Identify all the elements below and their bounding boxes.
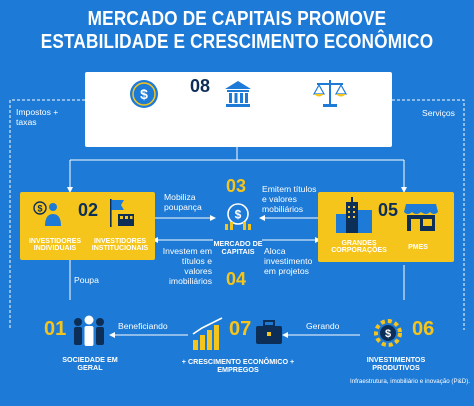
flow-generating: Gerando bbox=[306, 321, 340, 331]
top-item-macro-stability: ESTABILIDADE MACROECONÔMICA bbox=[108, 115, 182, 132]
svg-text:$: $ bbox=[234, 207, 242, 222]
top-number: 08 bbox=[190, 76, 211, 96]
right-number: 05 bbox=[378, 200, 399, 220]
skyscraper-icon bbox=[332, 196, 378, 234]
flow-issue-securities: Emitem títulos e valores mobiliários bbox=[262, 184, 317, 214]
right-item-large-corporations: GRANDES CORPORAÇÕES bbox=[331, 240, 387, 255]
center-number-bottom: 04 bbox=[226, 269, 247, 289]
bottom-number-01: 01 bbox=[44, 318, 67, 340]
bottom-investments-label: INVESTIMENTOS PRODUTIVOS bbox=[366, 355, 426, 372]
top-item-regulation: REGULAÇÃO/SEGURANÇA JURISDICIONAL bbox=[292, 115, 390, 132]
svg-text:$: $ bbox=[384, 328, 392, 340]
flag-building-icon bbox=[104, 197, 138, 229]
center-capital-market-label: MERCADO DE CAPITAIS bbox=[213, 239, 263, 256]
government-building-icon bbox=[222, 78, 254, 110]
left-item-institutional-investors: INVESTIDORES INSTITUCIONAIS bbox=[91, 238, 149, 253]
scales-of-justice-icon bbox=[312, 76, 348, 110]
page-title-line-2: ESTABILIDADE E CRESCIMENTO ECONÔMICO bbox=[40, 31, 434, 53]
svg-text:$: $ bbox=[140, 86, 148, 102]
flow-allocate-investment: Aloca investimento em projetos bbox=[264, 246, 313, 276]
flow-saves-label: Poupa bbox=[74, 275, 99, 285]
top-item-government: GOVERNO bbox=[219, 119, 257, 128]
bottom-investments-note: Infraestrutura, imobiliário e inovação (P&D). bbox=[349, 378, 470, 385]
bottom-society-label: SOCIEDADE EM GERAL bbox=[62, 355, 118, 372]
flow-mobilizes-savings: Mobiliza poupança bbox=[164, 192, 202, 212]
briefcase-icon bbox=[254, 318, 284, 346]
right-item-smes: PMES bbox=[408, 244, 428, 251]
flow-invest-securities: Investem em títulos e valores imobiliários bbox=[162, 246, 212, 286]
left-number: 02 bbox=[78, 200, 99, 220]
center-number-top: 03 bbox=[226, 176, 247, 196]
person-dollar-icon bbox=[30, 198, 64, 230]
dollar-coin-icon bbox=[128, 78, 160, 110]
bottom-number-07: 07 bbox=[229, 318, 252, 340]
capital-market-icon bbox=[222, 200, 254, 232]
gears-dollar-icon bbox=[368, 314, 408, 352]
people-group-icon bbox=[70, 314, 108, 350]
bottom-growth-label: + CRESCIMENTO ECONÔMICO + EMPREGOS bbox=[181, 357, 295, 374]
growth-chart-icon bbox=[190, 316, 226, 352]
flow-taxes-label: Impostos + taxas bbox=[16, 107, 59, 127]
page-title-line-1: MERCADO DE CAPITAIS PROMOVE bbox=[87, 8, 387, 30]
bottom-number-06: 06 bbox=[412, 318, 435, 340]
flow-services-label: Serviços bbox=[422, 108, 455, 118]
svg-text:$: $ bbox=[37, 203, 43, 214]
left-item-individual-investors: INVESTIDORES INDIVIDUAIS bbox=[28, 238, 82, 253]
flow-benefiting: Beneficiando bbox=[118, 321, 168, 331]
storefront-icon bbox=[404, 200, 438, 232]
